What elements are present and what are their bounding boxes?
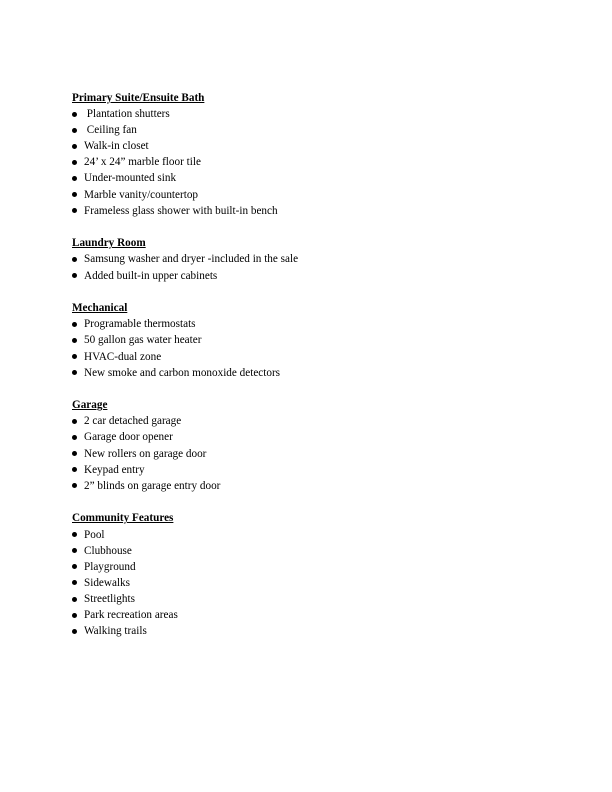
- bullet-icon: [72, 597, 77, 602]
- list-item-text: Plantation shutters: [84, 108, 170, 121]
- bullet-icon: [72, 338, 77, 343]
- list-item-text: 2 car detached garage: [84, 415, 182, 428]
- bullet-icon: [72, 419, 77, 424]
- bullet-icon: [72, 112, 77, 117]
- item-list: [72, 316, 552, 380]
- section-title: Community Features: [72, 512, 174, 525]
- list-item: [72, 138, 552, 154]
- list-item: [72, 316, 552, 332]
- list-item: [72, 559, 552, 575]
- bullet-icon: [72, 273, 77, 278]
- list-item-text: HVAC-dual zone: [84, 350, 162, 363]
- bullet-icon: [72, 192, 77, 197]
- list-item: [72, 591, 552, 607]
- bullet-icon: [72, 564, 77, 569]
- list-item: [72, 268, 552, 284]
- list-item-text: Clubhouse: [84, 544, 132, 557]
- list-item-text: Marble vanity/countertop: [84, 188, 199, 201]
- list-item-text: Samsung washer and dryer -included in the sale: [84, 253, 299, 266]
- list-item: [72, 527, 552, 543]
- list-item-text: 50 gallon gas water heater: [84, 334, 202, 347]
- list-item: [72, 106, 552, 122]
- list-item: [72, 251, 552, 267]
- list-item-text: Walk-in closet: [84, 140, 149, 153]
- list-item-text: Ceiling fan: [84, 124, 137, 137]
- list-item: [72, 154, 552, 170]
- list-item: [72, 462, 552, 478]
- bullet-icon: [72, 580, 77, 585]
- bullet-icon: [72, 629, 77, 634]
- item-list: [72, 413, 552, 493]
- bullet-icon: [72, 483, 77, 488]
- item-list: [72, 527, 552, 640]
- list-item: [72, 349, 552, 365]
- bullet-icon: [72, 257, 77, 262]
- list-item-text: Frameless glass shower with built-in bench: [84, 204, 278, 217]
- section-garage: [72, 397, 552, 494]
- bullet-icon: [72, 128, 77, 133]
- list-item: [72, 187, 552, 203]
- list-item: [72, 332, 552, 348]
- list-item: [72, 429, 552, 445]
- section-primary-suite: [72, 90, 552, 219]
- list-item: [72, 170, 552, 186]
- list-item-text: New smoke and carbon monoxide detectors: [84, 366, 281, 379]
- section-title: Primary Suite/Ensuite Bath: [72, 92, 205, 104]
- document-content: [72, 90, 552, 656]
- bullet-icon: [72, 208, 77, 213]
- section-community-features: [72, 510, 552, 639]
- section-title: Laundry Room: [72, 237, 146, 250]
- list-item-text: Streetlights: [84, 592, 135, 605]
- list-item-text: New rollers on garage door: [84, 447, 207, 460]
- bullet-icon: [72, 467, 77, 472]
- list-item: [72, 413, 552, 429]
- section-title: Garage: [72, 399, 108, 412]
- list-item-text: Garage door opener: [84, 431, 173, 444]
- list-item: [72, 203, 552, 219]
- list-item-text: 24’ x 24” marble floor tile: [84, 156, 201, 169]
- list-item: [72, 122, 552, 138]
- list-item: [72, 623, 552, 639]
- bullet-icon: [72, 160, 77, 165]
- item-list: [72, 251, 552, 283]
- bullet-icon: [72, 451, 77, 456]
- list-item-text: Pool: [84, 528, 105, 541]
- list-item-text: Added built-in upper cabinets: [84, 269, 218, 282]
- list-item-text: 2” blinds on garage entry door: [84, 479, 221, 492]
- list-item: [72, 543, 552, 559]
- list-item-text: Playground: [84, 560, 136, 573]
- section-mechanical: [72, 300, 552, 380]
- item-list: [72, 106, 552, 219]
- bullet-icon: [72, 370, 77, 375]
- bullet-icon: [72, 144, 77, 149]
- bullet-icon: [72, 176, 77, 181]
- bullet-icon: [72, 322, 77, 327]
- list-item: [72, 478, 552, 494]
- list-item-text: Sidewalks: [84, 576, 130, 589]
- list-item-text: Walking trails: [84, 625, 147, 638]
- list-item-text: Under-mounted sink: [84, 172, 177, 185]
- section-laundry-room: [72, 235, 552, 283]
- list-item-text: Keypad entry: [84, 463, 145, 476]
- list-item-text: Programable thermostats: [84, 318, 196, 331]
- list-item-text: Park recreation areas: [84, 609, 178, 621]
- bullet-icon: [72, 532, 77, 537]
- bullet-icon: [72, 435, 77, 440]
- section-title: Mechanical: [72, 302, 128, 315]
- list-item: [72, 446, 552, 462]
- list-item: [72, 365, 552, 381]
- bullet-icon: [72, 613, 77, 618]
- list-item: [72, 607, 552, 623]
- list-item: [72, 575, 552, 591]
- bullet-icon: [72, 354, 77, 359]
- bullet-icon: [72, 548, 77, 553]
